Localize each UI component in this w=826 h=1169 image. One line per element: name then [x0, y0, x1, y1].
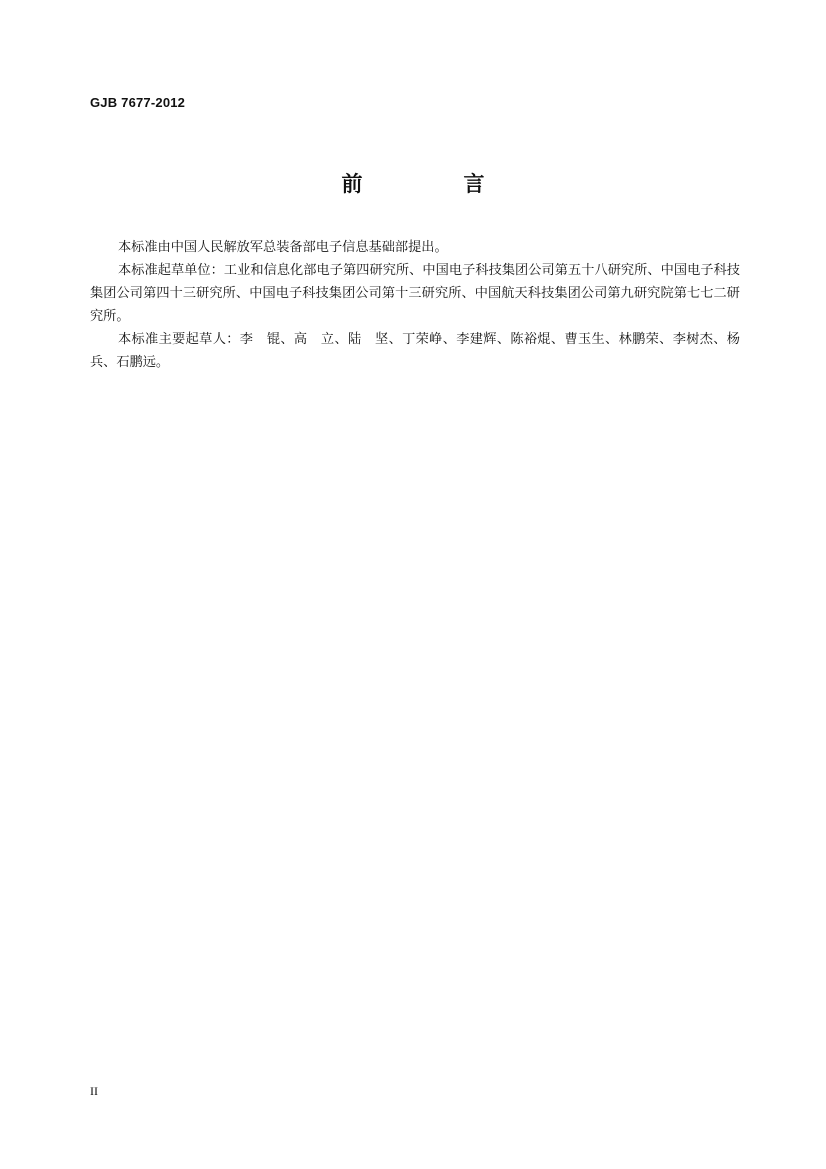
paragraph-drafting-units: 本标准起草单位：工业和信息化部电子第四研究所、中国电子科技集团公司第五十八研究所、中国电子科技集团公司第四十三研究所、中国电子科技集团公司第十三研究所、中国航天科技集团公司第九研究院第七七二研究所。 [90, 263, 740, 324]
document-code: GJB 7677-2012 [90, 95, 186, 110]
section-title: 前 言 [341, 172, 525, 196]
page-number: II [90, 1084, 98, 1098]
paragraph-drafters: 本标准主要起草人：李 锟、高 立、陆 坚、丁荣峥、李建辉、陈裕焜、曹玉生、林鹏荣、李树杰、杨 兵、石鹏远。 [90, 332, 754, 370]
paragraph-proposer: 本标准由中国人民解放军总装备部电子信息基础部提出。 [118, 240, 448, 255]
foreword-body [90, 236, 754, 374]
